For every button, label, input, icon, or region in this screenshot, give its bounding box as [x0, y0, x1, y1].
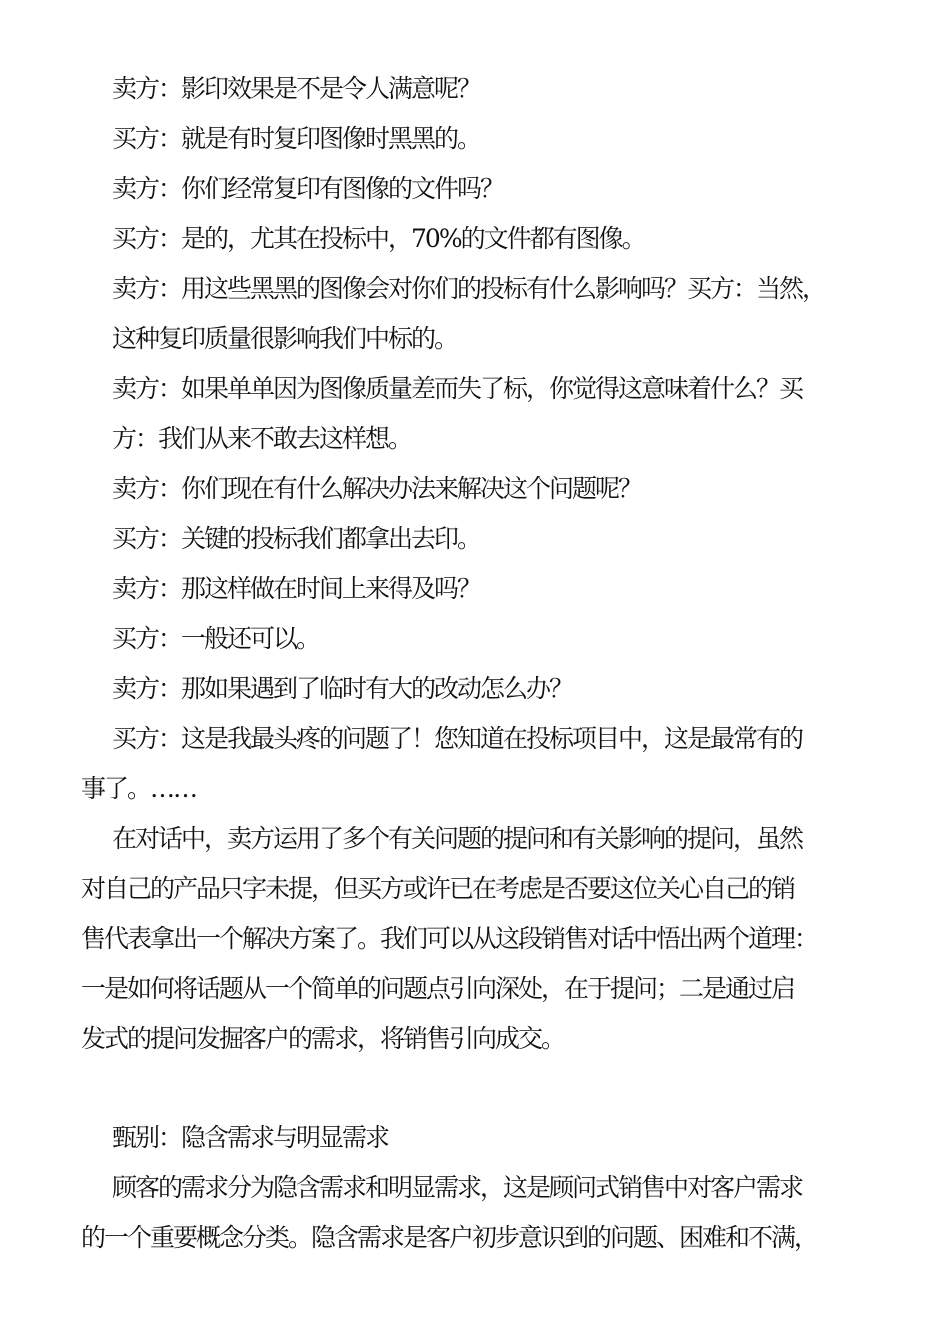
- paragraph-line: 对自己的产品只字未提，但买方或许已在考虑是否要这位关心自己的销: [81, 874, 795, 903]
- dialogue-line: 方：我们从来不敢去这样想。: [112, 424, 412, 453]
- dialogue-line: 买方：就是有时复印图像时黑黑的。: [112, 124, 481, 153]
- dialogue-line: 卖方：那如果遇到了临时有大的改动怎么办？: [112, 674, 573, 703]
- paragraph-line: 售代表拿出一个解决方案了。我们可以从这段销售对话中悟出两个道理：: [81, 924, 818, 953]
- dialogue-line: 买方：关键的投标我们都拿出去印。: [112, 524, 481, 553]
- dialogue-line: 买方：一般还可以。: [112, 624, 320, 653]
- dialogue-line: 卖方：影印效果是不是令人满意呢？: [112, 74, 481, 103]
- dialogue-line: 买方：是的，尤其在投标中，70%的文件都有图像。: [112, 224, 645, 253]
- paragraph-line: 一是如何将话题从一个简单的问题点引向深处，在于提问；二是通过启: [81, 974, 795, 1003]
- dialogue-line: 这种复印质量很影响我们中标的。: [112, 324, 458, 353]
- dialogue-line: 卖方：你们经常复印有图像的文件吗？: [112, 174, 504, 203]
- dialogue-line: 卖方：那这样做在时间上来得及吗？: [112, 574, 481, 603]
- dialogue-line: 买方：这是我最头疼的问题了！您知道在投标项目中，这是最常有的: [112, 724, 803, 753]
- dialogue-line: 卖方：你们现在有什么解决办法来解决这个问题呢？: [112, 474, 642, 503]
- section-title: 甄别：隐含需求与明显需求: [112, 1123, 389, 1152]
- dialogue-line: 卖方：如果单单因为图像质量差而失了标，你觉得这意味着什么？买: [112, 374, 803, 403]
- paragraph-line: 的一个重要概念分类。隐含需求是客户初步意识到的问题、困难和不满，: [81, 1223, 818, 1252]
- paragraph-line: 在对话中，卖方运用了多个有关问题的提问和有关影响的提问，虽然: [112, 824, 803, 853]
- dialogue-line: 卖方：用这些黑黑的图像会对你们的投标有什么影响吗？买方：当然，: [112, 274, 826, 303]
- dialogue-line: 事了。……: [81, 774, 197, 803]
- paragraph-line: 顾客的需求分为隐含需求和明显需求，这是顾问式销售中对客户需求: [112, 1173, 803, 1202]
- paragraph-line: 发式的提问发掘客户的需求，将销售引向成交。: [81, 1024, 565, 1053]
